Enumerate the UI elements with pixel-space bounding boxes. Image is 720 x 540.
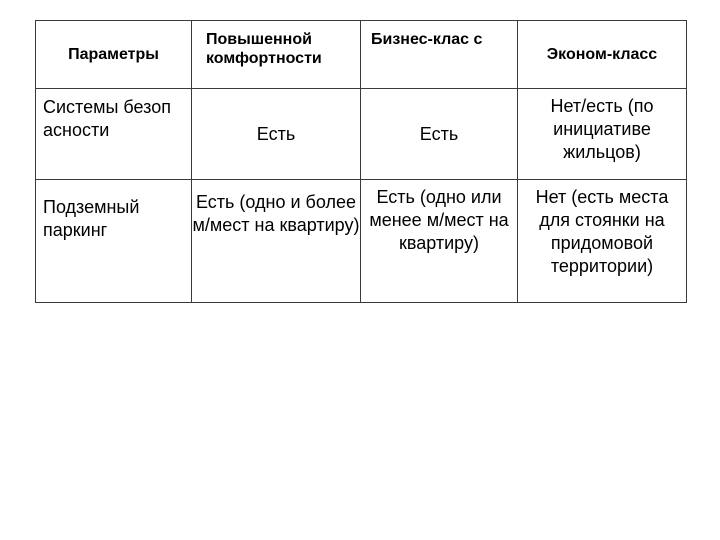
table-header-row	[36, 21, 687, 89]
cell-comfort-security: Есть	[192, 89, 361, 180]
cell-economy-security: Нет/есть (по инициативе жильцов)	[518, 89, 687, 180]
header-parameters: Параметры	[36, 21, 192, 89]
cell-comfort-parking: Есть (одно и более м/мест на квартиру)	[192, 180, 361, 303]
table-row	[36, 89, 687, 180]
cell-param-parking: Подземный паркинг	[36, 180, 192, 303]
cell-param-security: Системы безоп асности	[36, 89, 192, 180]
cell-economy-parking: Нет (есть места для стоянки на придомовой территории)	[518, 180, 687, 303]
cell-business-security: Есть	[361, 89, 518, 180]
housing-class-comparison-table	[35, 20, 687, 303]
table-row	[36, 180, 687, 303]
header-comfort-class: Повышенной комфортности	[192, 21, 361, 89]
cell-business-parking: Есть (одно или менее м/мест на квартиру)	[361, 180, 518, 303]
header-business-class: Бизнес-клас с	[361, 21, 518, 89]
header-economy-class: Эконом-класс	[518, 21, 687, 89]
comparison-table-container	[35, 20, 686, 303]
